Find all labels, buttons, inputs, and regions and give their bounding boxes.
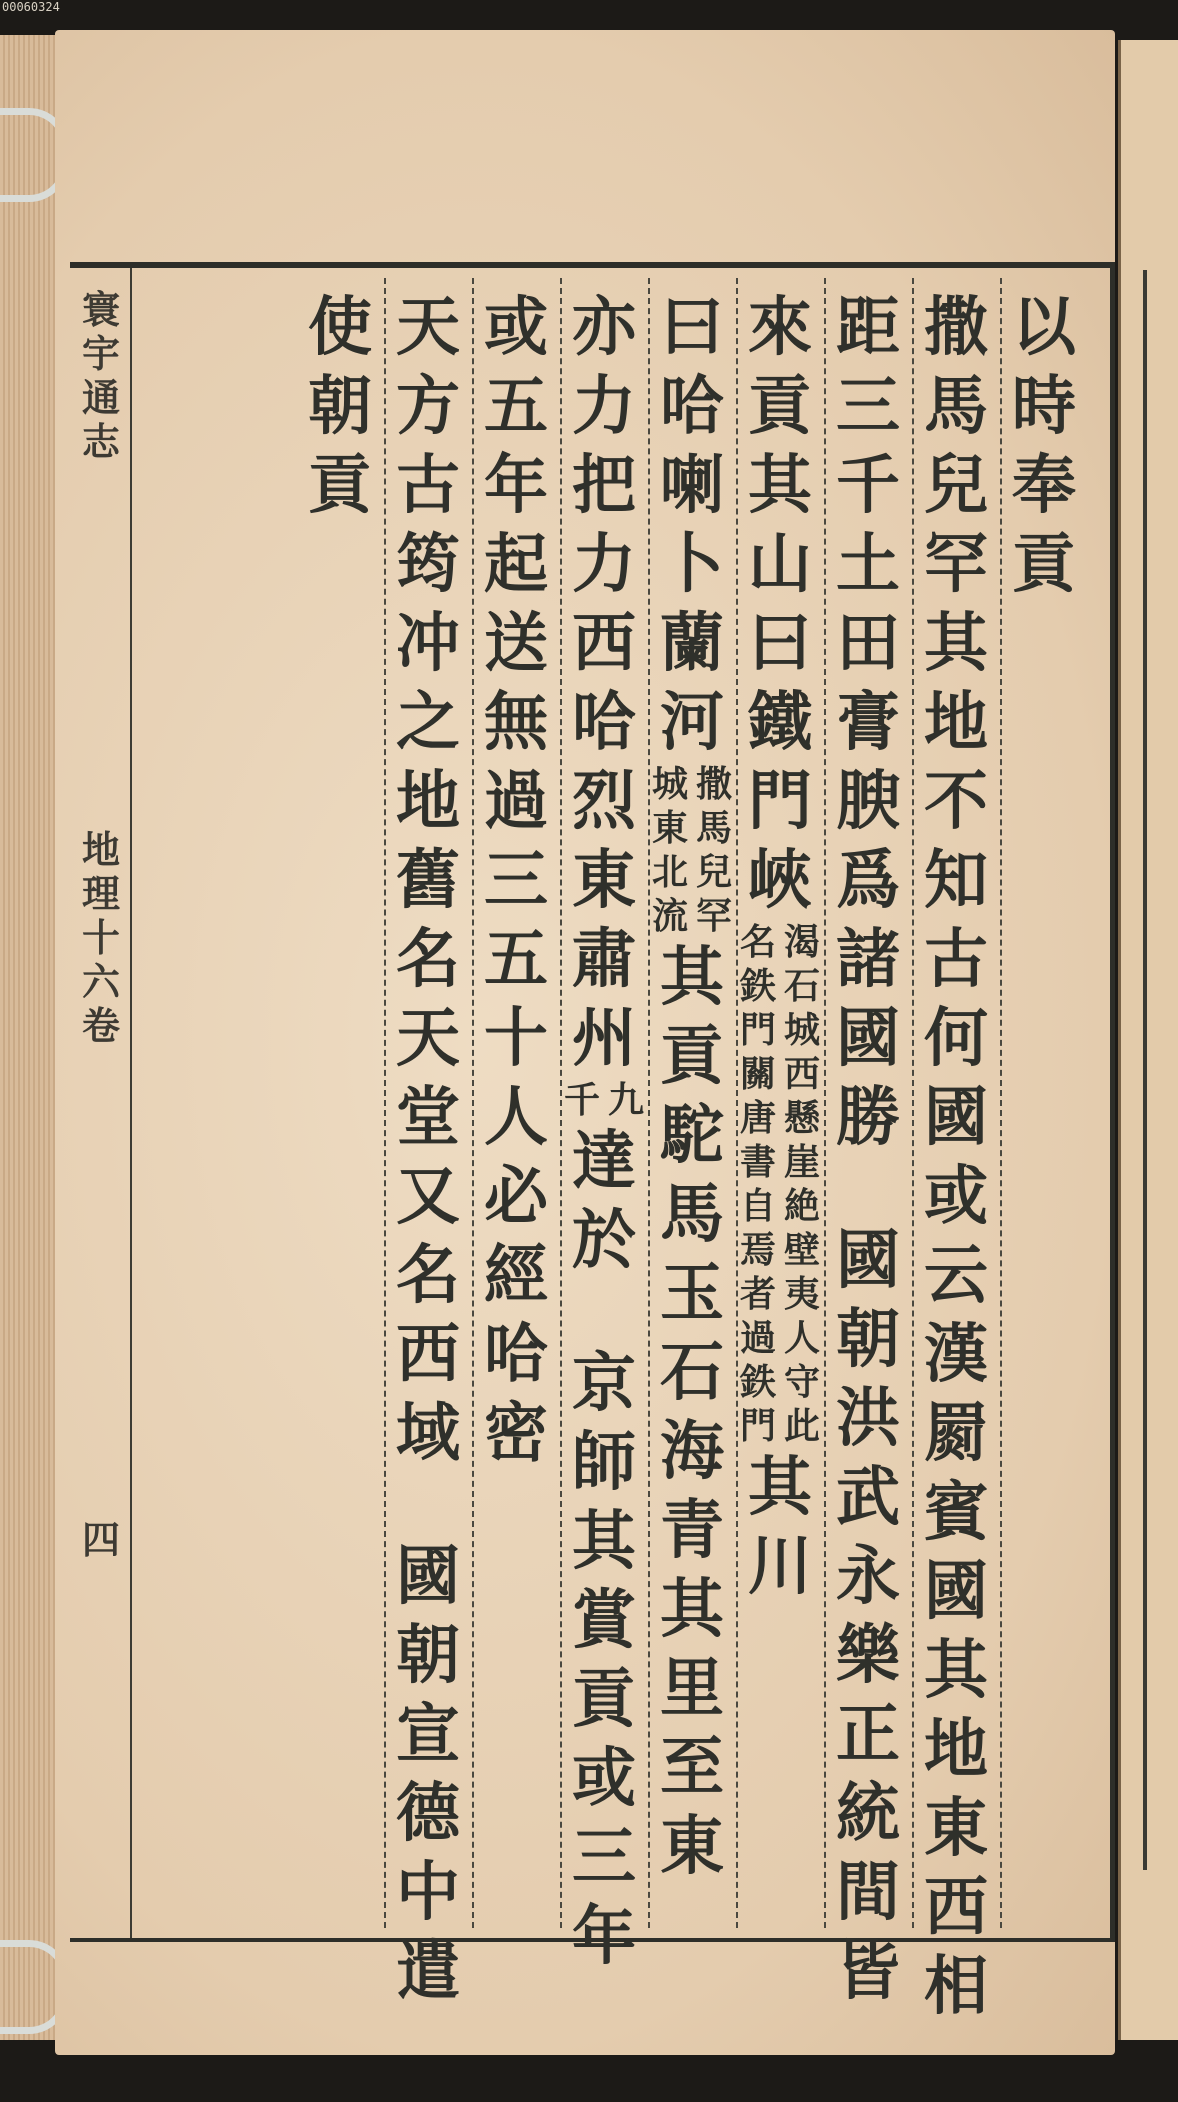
margin-label: 地 理 十 六 卷 (82, 827, 121, 1048)
commentary-note (560, 1078, 648, 1122)
text-column (384, 288, 472, 2011)
next-page-edge (1118, 40, 1178, 2040)
column-rule (912, 278, 914, 1928)
text-column (560, 288, 648, 1976)
margin-page (82, 1518, 120, 1562)
main-text: 亦 力 把 力 西 哈 烈 東 肅 州 (572, 290, 636, 1076)
commentary-note (648, 762, 736, 938)
margin-label: 四 (82, 1517, 121, 1562)
commentary-note (736, 920, 824, 1448)
note-line: 名 鉄 門 關 唐 書 自 焉 者 過 鉄 門 (739, 921, 776, 1447)
note-line: 撒 馬 兒 罕 (695, 763, 732, 937)
main-text: 其 貢 駝 馬 玉 石 海 青 其 里 至 東 (660, 940, 724, 1884)
main-text: 其 川 (748, 1450, 812, 1604)
column-rule (384, 278, 386, 1928)
margin-title (82, 288, 120, 464)
text-column (296, 288, 384, 525)
note-line: 九 (607, 1079, 644, 1121)
column-rule (560, 278, 562, 1928)
main-text: 國 朝 宣 德 中 遣 (396, 1539, 460, 2009)
text-column (824, 288, 912, 2011)
main-text: 使 朝 貢 (308, 290, 372, 523)
column-rule (824, 278, 826, 1928)
column-rule (1000, 278, 1002, 1928)
main-text: 或 五 年 起 送 無 過 三 五 十 人 必 經 哈 密 (484, 290, 548, 1471)
margin-label: 寰 宇 通 志 (82, 287, 121, 464)
text-frame (70, 262, 1115, 2024)
block-margin (70, 268, 132, 1938)
main-text: 京 師 其 賞 貢 或 三 年 (572, 1346, 636, 1974)
text-column (648, 288, 736, 1886)
column-rule (472, 278, 474, 1928)
main-text: 達 於 (572, 1124, 636, 1278)
text-column (736, 288, 824, 1606)
main-text: 曰 哈 喇 卜 蘭 河 (660, 290, 724, 760)
main-text: 來 貢 其 山 曰 鐵 門 峽 (748, 290, 812, 918)
text-column (1000, 288, 1088, 604)
scan-id: 00060324 (2, 0, 60, 14)
main-text: 天 方 古 筠 冲 之 地 舊 名 天 堂 又 名 西 域 (396, 290, 460, 1471)
note-line: 城 東 北 流 (651, 763, 688, 937)
main-text: 撒 馬 兒 罕 其 地 不 知 古 何 國 或 云 漢 罽 賓 國 其 地 東 西 相 (924, 290, 988, 2024)
note-line: 渴 石 城 西 懸 崖 絶 壁 夷 人 守 此 (783, 921, 820, 1447)
column-rule (736, 278, 738, 1928)
main-text: 以 時 奉 貢 (1012, 290, 1076, 602)
main-text: 國 朝 洪 武 永 樂 正 統 間 皆 (836, 1223, 900, 2009)
column-rule (648, 278, 650, 1928)
note-line: 千 (563, 1079, 600, 1121)
text-column (912, 288, 1000, 2026)
main-text: 距 三 千 土 田 膏 腴 爲 諸 國 勝 (836, 290, 900, 1155)
text-column (472, 288, 560, 1473)
margin-section (82, 828, 120, 1048)
